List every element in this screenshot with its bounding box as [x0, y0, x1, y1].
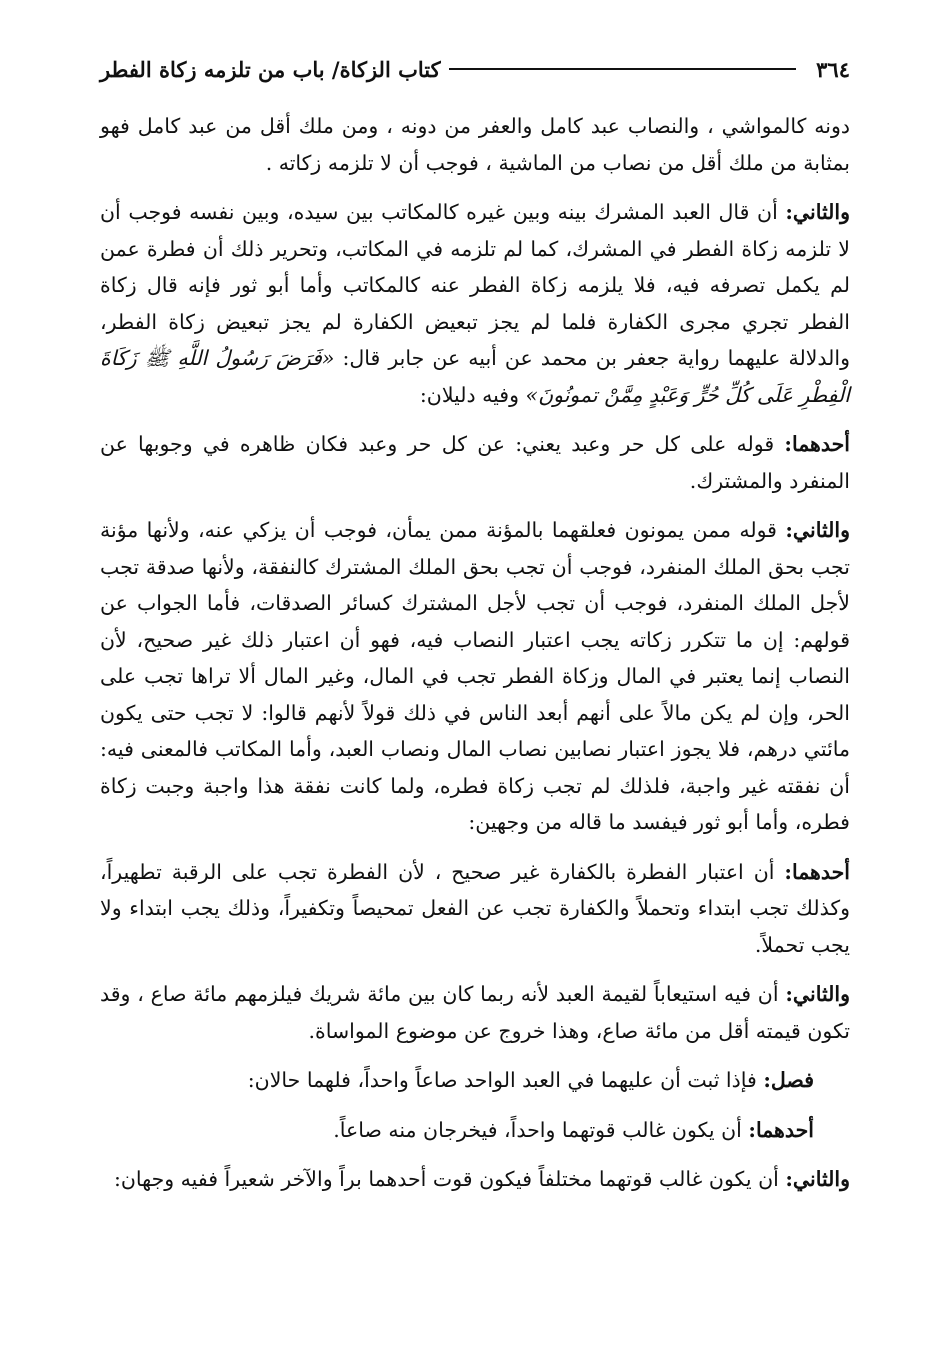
body-text: [100, 108, 850, 1198]
paragraph-text: دونه كالمواشي ، والنصاب عبد كامل والعفر من دونه ، ومن ملك أقل من عبد كامل فهو بمثابة من ملك أقل من نصاب من الماشية ، فوجب أن لا تلزمه زكاته .: [100, 114, 850, 175]
paragraph-continuation: [100, 108, 850, 181]
paragraph-lead: أحدهما:: [748, 1117, 814, 1142]
paragraph-first-rebuttal: [100, 854, 850, 964]
paragraph-lead: أحدهما:: [784, 432, 850, 456]
paragraph-section: [100, 1062, 850, 1099]
paragraph-text: أن يكون غالب قوتهما مختلفاً فيكون قوت أحدهما براً والآخر شعيراً ففيه وجهان:: [113, 1167, 786, 1191]
header-rule: [449, 68, 797, 70]
paragraph-text: أن قال العبد المشرك بينه وبين غيره كالمكاتب بين سيده، وبين نفسه فوجب أن لا تلزمه زكاة الفطر في المشرك، كما لم تلزمه في المكاتب، وتحرير ذلك أن فطرة عمن لم يكمل تصرفه فيه، فلا يلزمه زكاة الفطر عنه كالمكاتب وأما أبو ثور فإنه قال زكاة الفطر تجري مجرى الكفارة فلما لم يجز تبعيض الكفارة لم يجز تبعيض زكاة الفطر، والدلالة عليهما رواية جعفر بن محمد عن أبيه عن جابر قال:: [100, 200, 850, 370]
paragraph-text: قوله على كل حر وعبد يعني: عن كل حر وعبد فكان ظاهره في وجوبها عن المنفرد والمشترك.: [100, 432, 850, 493]
paragraph-lead: والثاني:: [785, 200, 850, 224]
running-header: [100, 52, 850, 86]
paragraph-lead: أحدهما:: [784, 859, 850, 884]
paragraph-text: أن فيه استيعاباً لقيمة العبد لأنه ربما كان بين مائة شريك فيلزمهم مائة صاع ، وقد تكون قيمته أقل من مائة صاع، وهذا خروج عن موضوع المواساة.: [100, 982, 850, 1043]
paragraph-text: أن اعتبار الفطرة بالكفارة غير صحيح ، لأن الفطرة تجب على الرقبة تطهيراً، وكذلك تجب ابتداء وتحملاً والكفارة تجب عن الفعل تمحيصاً وتكفيراً، وذلك يجب ابتداء ولا يجب تحملاً.: [100, 859, 850, 957]
paragraph-tail: وفيه دليلان:: [419, 382, 526, 407]
header-title: كتاب الزكاة/ باب من تلزمه زكاة الفطر: [100, 56, 441, 82]
paragraph-lead: والثاني:: [785, 1167, 850, 1191]
page-number: ٣٦٤: [816, 56, 850, 82]
paragraph-second-case: [100, 1161, 850, 1198]
paragraph-second-argument: [100, 194, 850, 413]
paragraph-lead: والثاني:: [785, 982, 850, 1006]
paragraph-text: أن يكون غالب قوتهما واحداً، فيخرجان منه صاعاً.: [333, 1117, 749, 1142]
paragraph-second-rebuttal: [100, 976, 850, 1049]
paragraph-lead: فصل:: [763, 1068, 814, 1092]
paragraph-first-case: [100, 1112, 850, 1149]
paragraph-text: فإذا ثبت أن عليهما في العبد الواحد صاعاً واحداً، فلهما حالان:: [247, 1068, 764, 1092]
hadith-quote: «فَرَضَ رَسُولُ اللَّهِ ﷺ زَكَاةَ الْفِطْرِ عَلَى كُلِّ حُرٍّ وَعَبْدٍ مِمَّنْ تمونُونَ»: [100, 346, 850, 407]
paragraph-lead: والثاني:: [785, 518, 850, 542]
paragraph-second-proof: [100, 512, 850, 841]
paragraph-first-proof: [100, 426, 850, 499]
paragraph-text: قوله ممن يمونون فعلقهما بالمؤنة ممن يمأن، فوجب أن يزكي عنه، ولأنها مؤنة تجب بحق الملك المنفرد، فوجب أن تجب بحق الملك المشترك كالنفقة، ولأنها صدقة تجب لأجل الملك المنفرد، فوجب أن تجب لأجل المشترك كسائر الصدقات، فأما الجواب عن قولهم: إن ما تتكرر زكاته يجب اعتبار النصاب فيه، فهو أن اعتبار ذلك غير صحيح، لأن النصاب إنما يعتبر في المال وزكاة الفطر تجب في المال، وغير المال ألا تراها تجب على الحر، وإن لم يكن مالاً على أنهم أبعد الناس في ذلك قولاً لأنهم قالوا: لا تجب حتى يكون مائتي درهم، فلا يجوز اعتبار نصابين نصاب المال ونصاب العبد، وأما المكاتب فالمعنى فيه: أن نفقته غير واجبة، فلذلك لم تجب زكاة فطره، ولما كانت نفقة هذا واجبة وجبت زكاة فطره، وأما أبو ثور فيفسد ما قاله من وجهين:: [100, 518, 850, 834]
